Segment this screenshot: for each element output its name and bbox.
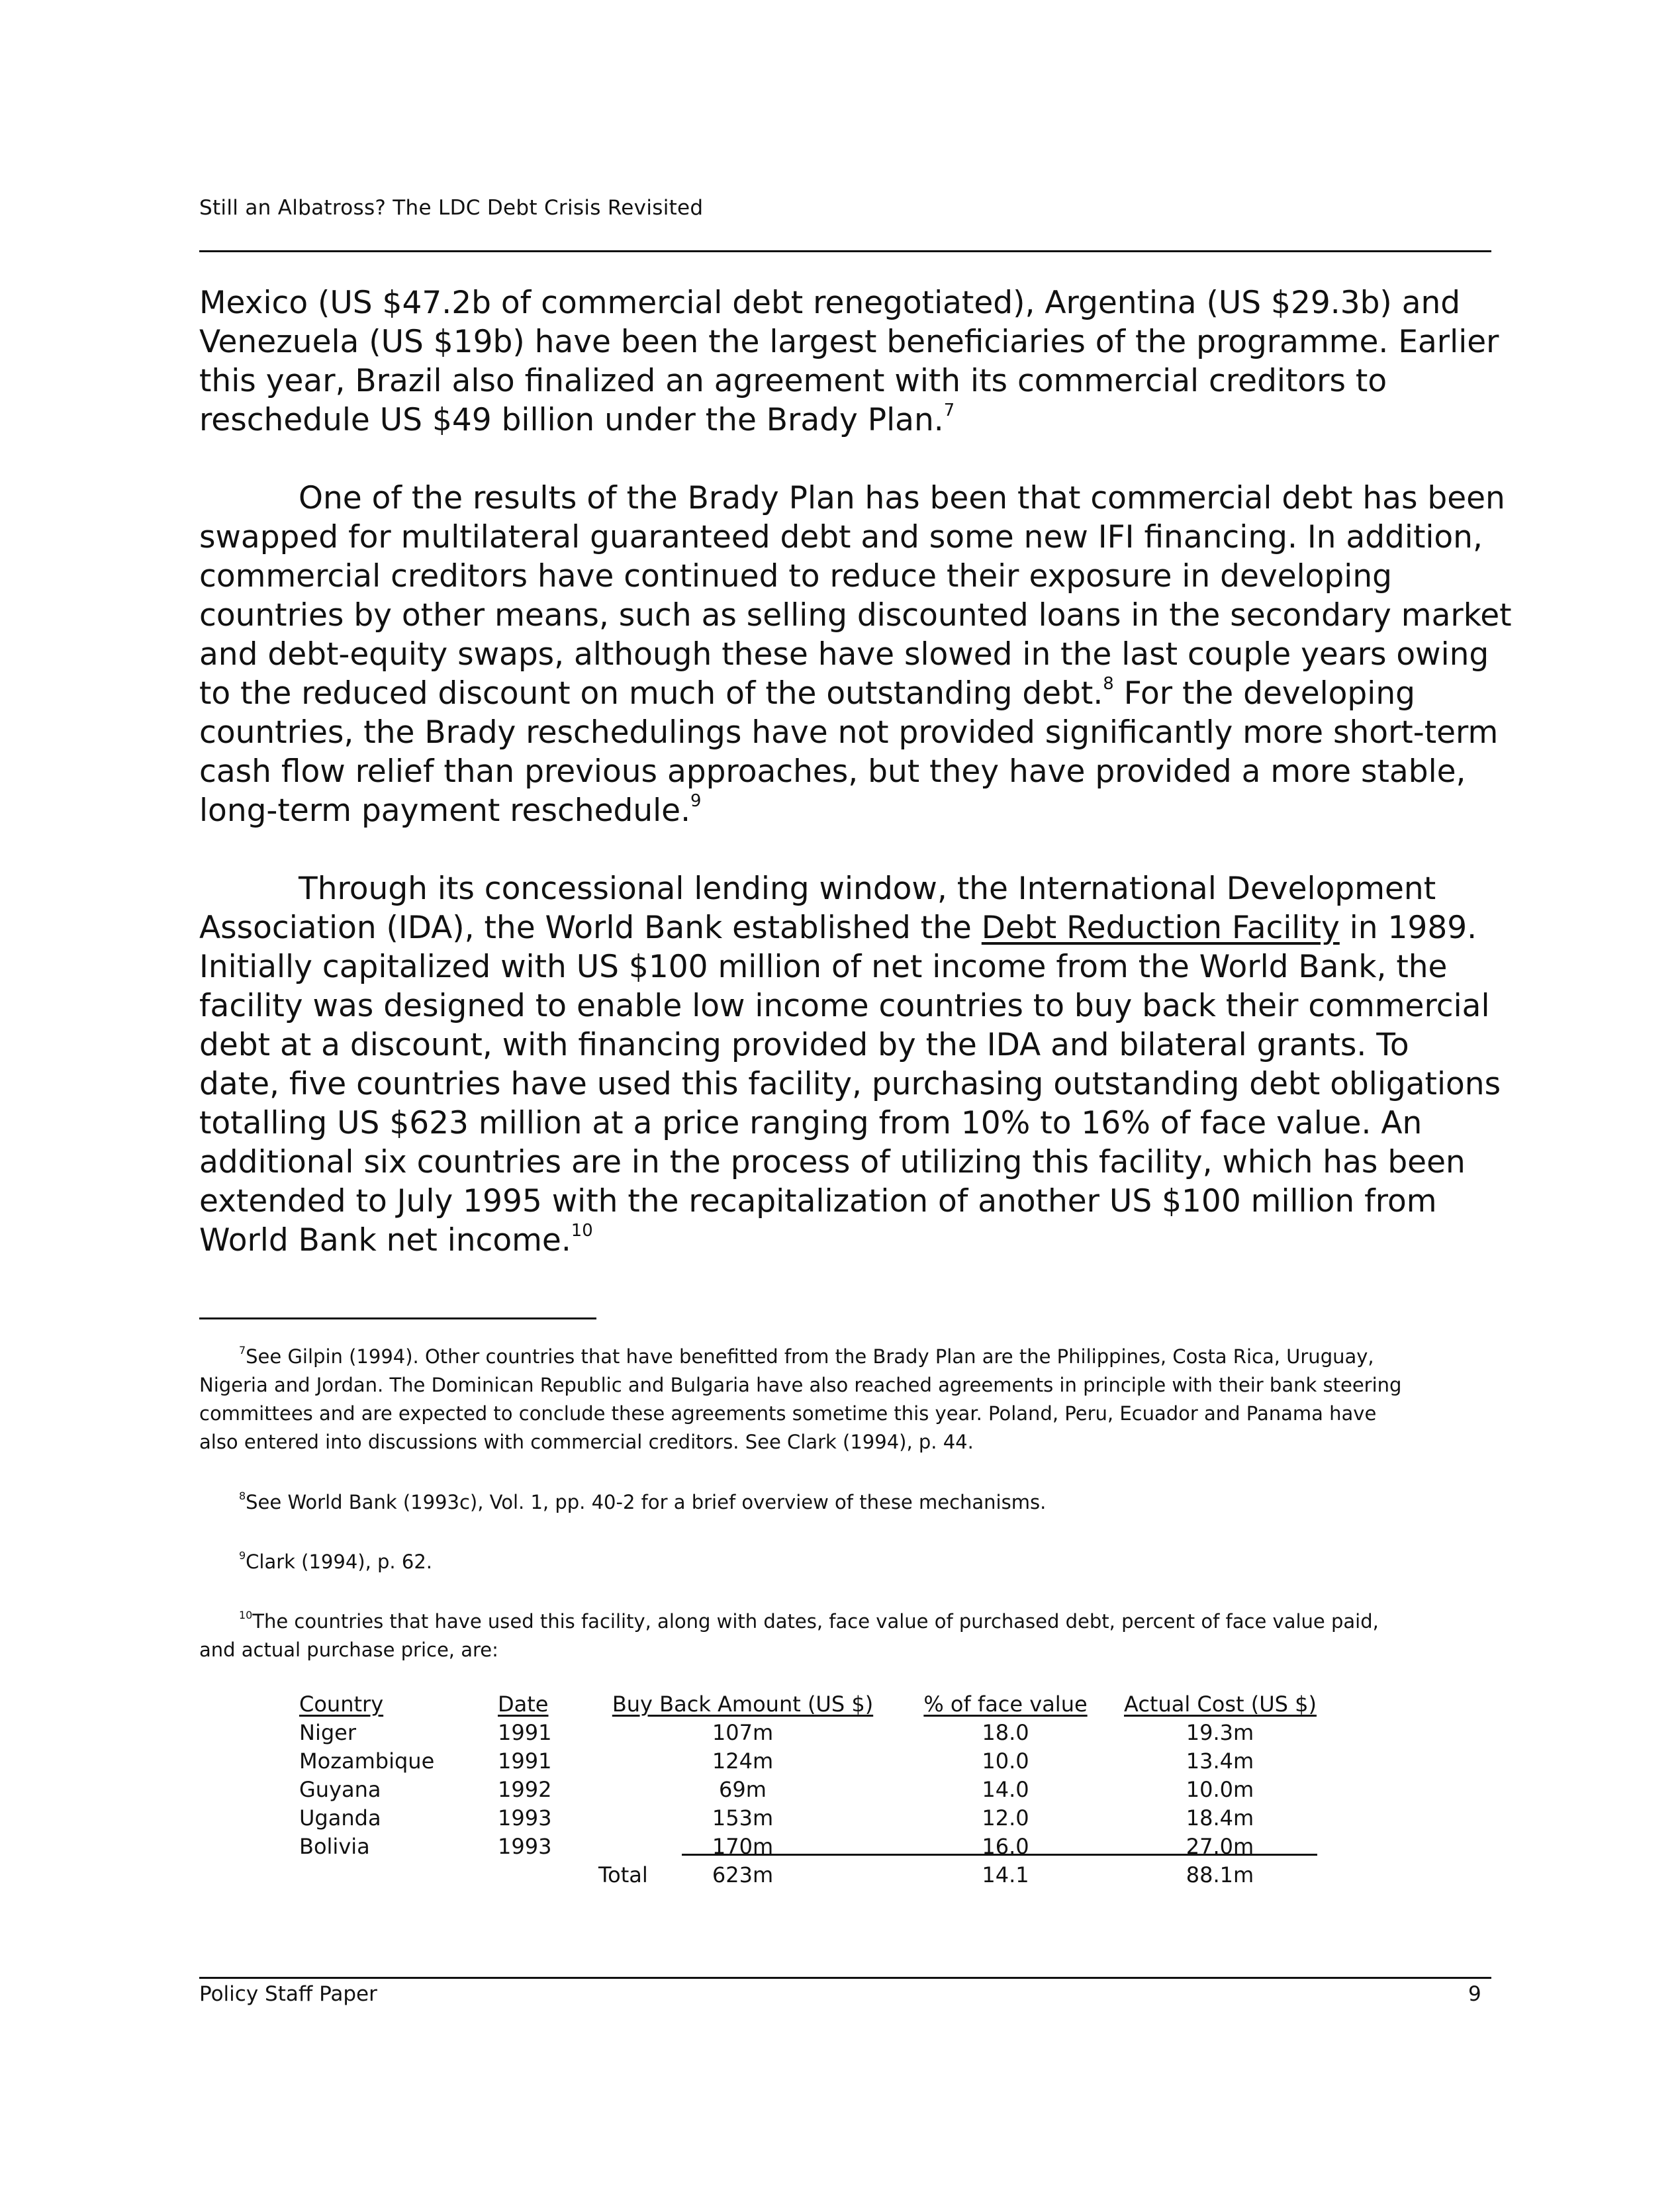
footnote-number: 8 xyxy=(239,1490,246,1503)
paragraph-text: World Bank net income. xyxy=(199,1222,571,1259)
cell-country: Niger xyxy=(299,1720,356,1745)
cell-cost: 27.0m xyxy=(1186,1834,1254,1859)
cell-amount: 170m xyxy=(712,1834,774,1859)
cell-date: 1993 xyxy=(498,1834,552,1859)
cell-cost: 18.4m xyxy=(1186,1805,1254,1831)
paragraph-line: Venezuela (US $19b) have been the largest beneficiaries of the programme. Earlier xyxy=(199,324,1499,360)
footnote-number: 10 xyxy=(239,1609,253,1622)
paragraph-line: additional six countries are in the process of utilizing this facility, which has been xyxy=(199,1144,1466,1180)
cell-pct: 12.0 xyxy=(982,1805,1029,1831)
table-row xyxy=(299,1747,1332,1776)
header-rule xyxy=(199,250,1491,252)
footnote-line: also entered into discussions with commercial creditors. See Clark (1994), p. 44. xyxy=(199,1431,974,1453)
cell-amount: 107m xyxy=(712,1720,774,1745)
paragraph-line: date, five countries have used this facility, purchasing outstanding debt obligations xyxy=(199,1066,1501,1102)
cell-country: Mozambique xyxy=(299,1748,435,1774)
footnote-line: and actual purchase price, are: xyxy=(199,1639,498,1661)
paragraph-line: extended to July 1995 with the recapitalization of another US $100 million from xyxy=(199,1183,1437,1219)
footnote-text: See Gilpin (1994). Other countries that have benefitted from the Brady Plan are the Philippines, Costa Rica, Uruguay, xyxy=(246,1345,1374,1368)
paragraph-3 xyxy=(199,869,1513,1260)
footnote-line xyxy=(199,1548,1497,1576)
table-row xyxy=(299,1776,1332,1804)
page-number: 9 xyxy=(1468,1982,1481,2006)
cell-cost: 19.3m xyxy=(1186,1720,1254,1745)
paragraph-line xyxy=(199,908,1513,947)
paragraph-line: totalling US $623 million at a price ranging from 10% to 16% of face value. An xyxy=(199,1105,1423,1141)
total-label: Total xyxy=(598,1862,648,1887)
paragraph-line xyxy=(199,401,1513,440)
cell-pct: 16.0 xyxy=(982,1834,1029,1859)
paragraph-text: to the reduced discount on much of the outstanding debt. xyxy=(199,675,1103,712)
table-row xyxy=(299,1804,1332,1833)
column-header-date: Date xyxy=(498,1692,549,1717)
paragraph-2 xyxy=(199,479,1513,830)
footnote-line: committees and are expected to conclude these agreements sometime this year. Poland, Peru, Ecuador and Panama have xyxy=(199,1402,1377,1425)
cell-amount: 69m xyxy=(719,1777,767,1802)
paragraph-line: One of the results of the Brady Plan has been that commercial debt has been xyxy=(299,480,1505,516)
paragraph-line: countries, the Brady reschedulings have not provided significantly more short-term xyxy=(199,714,1499,751)
footnote-ref-9[interactable]: 9 xyxy=(690,791,702,812)
total-cost: 88.1m xyxy=(1186,1862,1254,1887)
cell-cost: 10.0m xyxy=(1186,1777,1254,1802)
paragraph-line: and debt-equity swaps, although these have slowed in the last couple years owing xyxy=(199,636,1489,673)
paragraph-text: reschedule US $49 billion under the Brady Plan. xyxy=(199,402,944,438)
paragraph-text: in 1989. xyxy=(1339,910,1477,946)
cell-country: Uganda xyxy=(299,1805,381,1831)
cell-date: 1992 xyxy=(498,1777,552,1802)
footnote-line xyxy=(199,1343,1497,1371)
paragraph-text: For the developing xyxy=(1113,675,1415,712)
cell-pct: 18.0 xyxy=(982,1720,1029,1745)
footer-title: Policy Staff Paper xyxy=(199,1982,377,2006)
footnote-number: 9 xyxy=(239,1549,246,1562)
cell-pct: 10.0 xyxy=(982,1748,1029,1774)
cell-date: 1993 xyxy=(498,1805,552,1831)
column-header-pct: % of face value xyxy=(923,1692,1088,1717)
paragraph-line xyxy=(199,791,1513,830)
table-sum-rule xyxy=(682,1854,1317,1856)
paragraph-line: Mexico (US $47.2b of commercial debt renegotiated), Argentina (US $29.3b) and xyxy=(199,285,1461,321)
cell-country: Bolivia xyxy=(299,1834,370,1859)
footnote-ref-8[interactable]: 8 xyxy=(1103,674,1114,694)
cell-amount: 124m xyxy=(712,1748,774,1774)
paragraph-line: debt at a discount, with financing provided by the IDA and bilateral grants. To xyxy=(199,1027,1409,1063)
footnote-7 xyxy=(199,1343,1497,1456)
total-amount: 623m xyxy=(712,1862,774,1887)
cell-date: 1991 xyxy=(498,1748,552,1774)
footnote-separator xyxy=(199,1317,596,1319)
table-header-row xyxy=(299,1690,1332,1719)
footnote-line xyxy=(199,1488,1497,1517)
table-row xyxy=(299,1719,1332,1747)
paragraph-line xyxy=(199,1221,1513,1260)
paragraph-1 xyxy=(199,283,1513,440)
footnote-ref-7[interactable]: 7 xyxy=(943,401,955,421)
footnote-9 xyxy=(199,1548,1497,1576)
paragraph-line: this year, Brazil also finalized an agreement with its commercial creditors to xyxy=(199,363,1387,399)
paragraph-line: Initially capitalized with US $100 million of net income from the World Bank, the xyxy=(199,949,1448,985)
footnote-line xyxy=(199,1607,1497,1636)
cell-country: Guyana xyxy=(299,1777,381,1802)
cell-pct: 14.0 xyxy=(982,1777,1029,1802)
footnote-text: Clark (1994), p. 62. xyxy=(246,1551,432,1573)
footnote-8 xyxy=(199,1488,1497,1517)
buyback-table xyxy=(299,1690,1332,1889)
table-row xyxy=(299,1833,1332,1861)
paragraph-line: swapped for multilateral guaranteed debt and some new IFI financing. In addition, xyxy=(199,519,1483,555)
column-header-cost: Actual Cost (US $) xyxy=(1124,1692,1317,1717)
footnote-number: 7 xyxy=(239,1344,246,1357)
footnote-10 xyxy=(199,1607,1497,1664)
cell-date: 1991 xyxy=(498,1720,552,1745)
paragraph-line: Through its concessional lending window, the International Development xyxy=(299,871,1436,907)
column-header-country: Country xyxy=(299,1692,384,1717)
footnote-text: See World Bank (1993c), Vol. 1, pp. 40-2 for a brief overview of these mechanisms. xyxy=(246,1491,1047,1513)
paragraph-line: facility was designed to enable low income countries to buy back their commercial xyxy=(199,988,1490,1024)
paragraph-line: commercial creditors have continued to reduce their exposure in developing xyxy=(199,558,1392,595)
paragraph-line xyxy=(199,674,1513,713)
total-pct: 14.1 xyxy=(982,1862,1029,1887)
paragraph-line: countries by other means, such as selling discounted loans in the secondary market xyxy=(199,597,1512,634)
column-header-amount: Buy Back Amount (US $) xyxy=(612,1692,874,1717)
cell-amount: 153m xyxy=(712,1805,774,1831)
running-header: Still an Albatross? The LDC Debt Crisis Revisited xyxy=(199,196,704,220)
paragraph-line: cash flow relief than previous approaches, but they have provided a more stable, xyxy=(199,753,1466,790)
footnote-line: Nigeria and Jordan. The Dominican Republic and Bulgaria have also reached agreements in principle with their bank steering xyxy=(199,1374,1402,1396)
footer-rule xyxy=(199,1977,1491,1979)
footnote-ref-10[interactable]: 10 xyxy=(571,1221,593,1241)
paragraph-text: long-term payment reschedule. xyxy=(199,792,691,829)
table-total-row xyxy=(299,1861,1332,1889)
paragraph-text: Association (IDA), the World Bank established the xyxy=(199,910,982,946)
cell-cost: 13.4m xyxy=(1186,1748,1254,1774)
debt-reduction-facility-link[interactable]: Debt Reduction Facility xyxy=(981,910,1340,946)
footnote-text: The countries that have used this facility, along with dates, face value of purchased debt, percent of face value paid, xyxy=(252,1610,1379,1633)
